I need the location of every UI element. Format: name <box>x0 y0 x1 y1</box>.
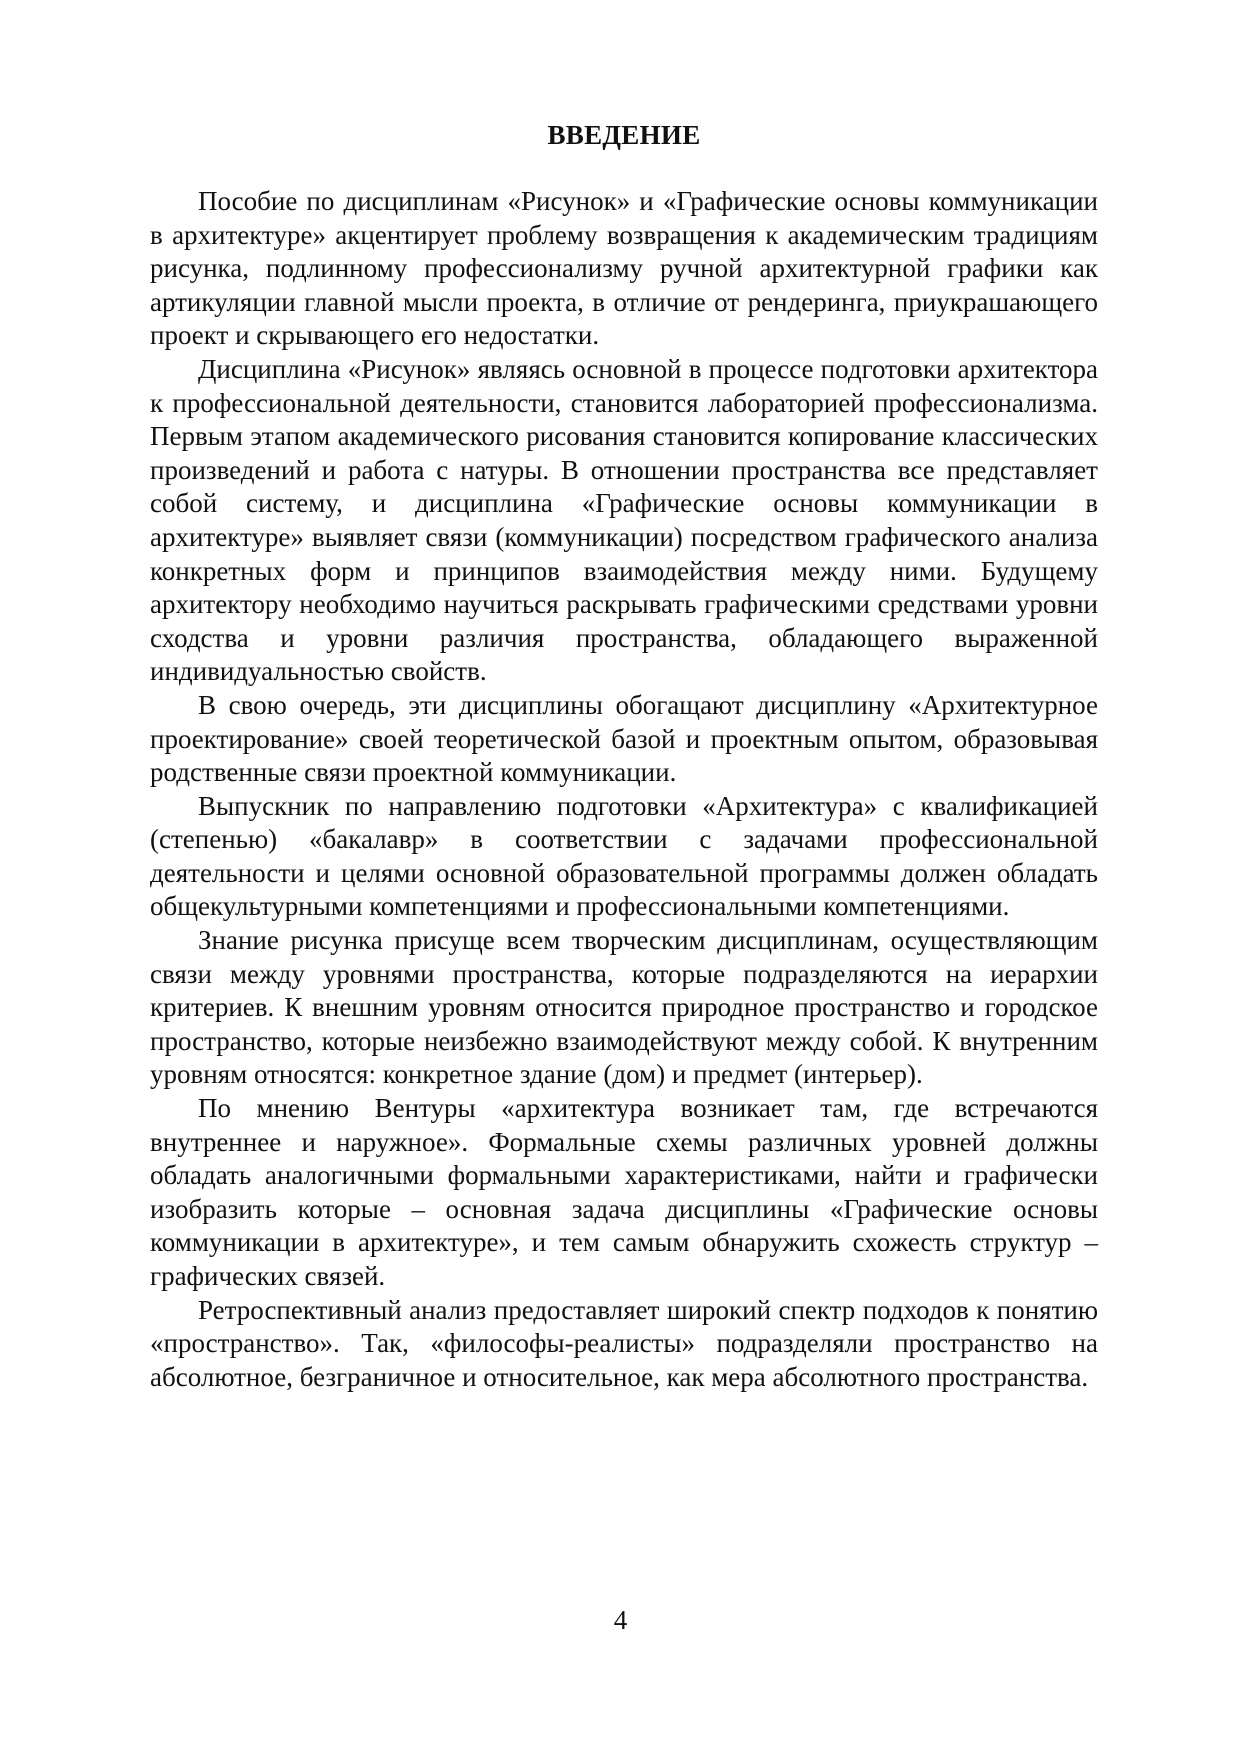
paragraph-2: Дисциплина «Рисунок» являясь основной в процессе подготовки архитектора к профессиональной деятельности, становится лабораторией профессионализма. Первым этапом академического рисования становится копирование классических произведений и работа с натуры. В отношении пространства все представляет собой систему, и дисциплина «Графические основы коммуникации в архитектуре» выявляет связи (коммуникации) посредством графического анализа конкретных форм и принципов взаимодействия между ними. Будущему архитектору необходимо научиться раскрывать графическими средствами уровни сходства и уровни различия пространства, обладающего выраженной индивидуальностью свойств. <box>150 353 1098 687</box>
paragraph-1: Пособие по дисциплинам «Рисунок» и «Графические основы коммуникации в архитектуре» акцентирует проблему возвращения к академическим традициям рисунка, подлинному профессионализму ручной архитектурной графики как артикуляции главной мысли проекта, в отличие от рендеринга, приукрашающего проект и скрывающего его недостатки. <box>150 186 1098 351</box>
paragraph-7: Ретроспективный анализ предоставляет широкий спектр подходов к понятию «пространство». Так, «философы-реалисты» подразделяли пространство на абсолютное, безграничное и относительное, как мера абсолютного пространства. <box>150 1294 1098 1392</box>
paragraph-6: По мнению Вентуры «архитектура возникает там, где встречаются внутреннее и наружное». Формальные схемы различных уровней должны обладать аналогичными формальными характеристиками, найти и графически изобразить которые – основная задача дисциплины «Графические основы коммуникации в архитектуре», и тем самым обнаружить схожесть структур – графических связей. <box>150 1093 1098 1291</box>
section-heading: ВВЕДЕНИЕ <box>547 120 701 150</box>
page-body <box>150 118 1098 1394</box>
paragraph-4: Выпускник по направлению подготовки «Архитектура» с квалификацией (степенью) «бакалавр» в соответствии с задачами профессиональной деятельности и целями основной образовательной программы должен обладать общекультурными компетенциями и профессиональными компетенциями. <box>150 790 1098 922</box>
page-number: 4 <box>613 1605 628 1635</box>
paragraph-3: В свою очередь, эти дисциплины обогащают дисциплину «Архитектурное проектирование» своей теоретической базой и проектным опытом, образовывая родственные связи проектной коммуникации. <box>150 689 1098 788</box>
paragraph-5: Знание рисунка присуще всем творческим дисциплинам, осуществляющим связи между уровнями пространства, которые подразделяются на иерархии критериев. К внешним уровням относится природное пространство и городское пространство, которые неизбежно взаимодействуют между собой. К внутренним уровням относятся: конкретное здание (дом) и предмет (интерьер). <box>150 925 1098 1090</box>
